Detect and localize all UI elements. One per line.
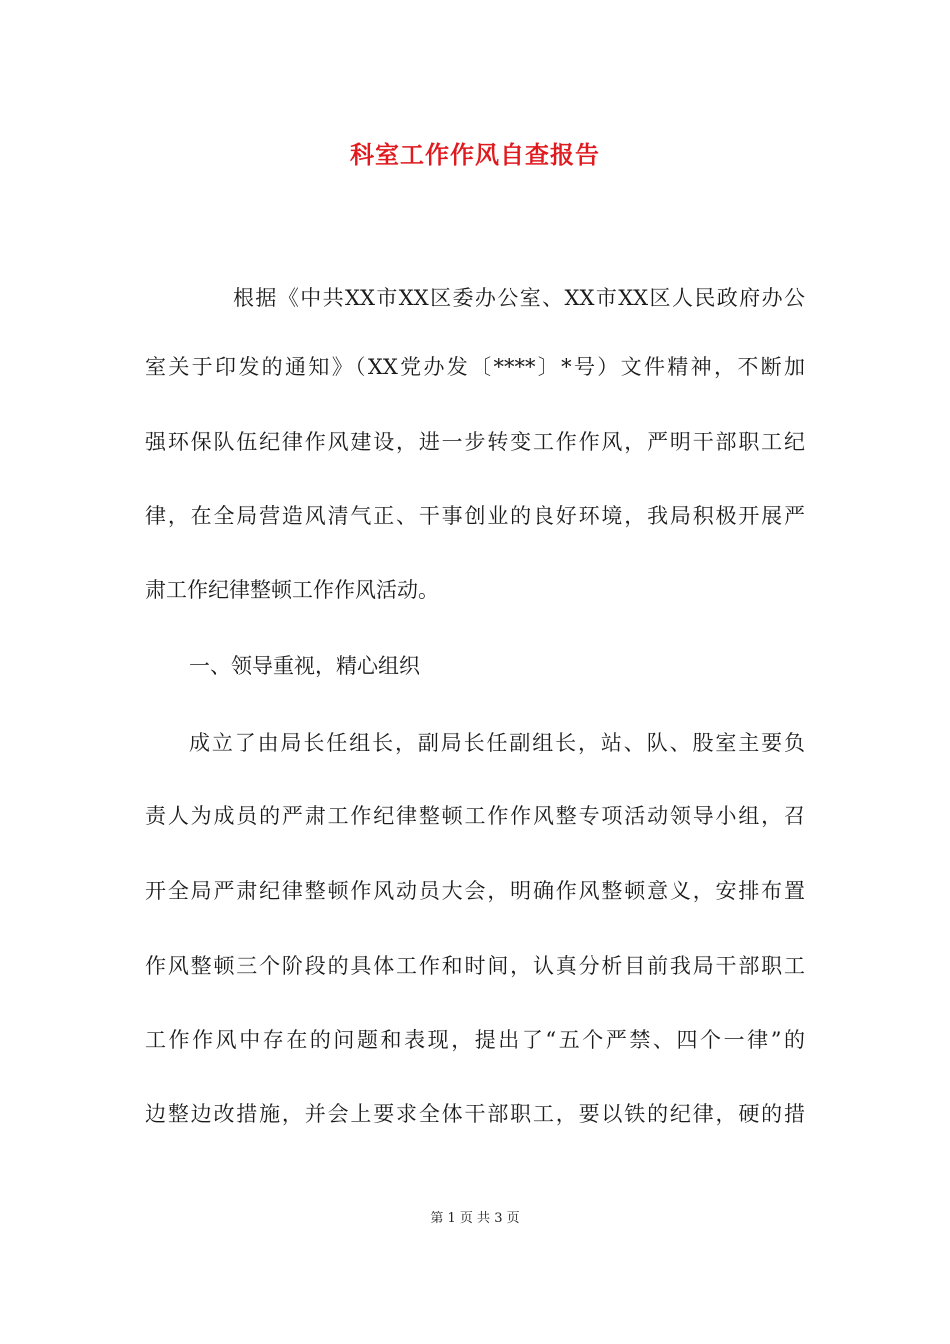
paragraph-line: 成立了由局长任组长，副局长任副组长，站、队、股室主要负: [189, 731, 805, 755]
paragraph-line: 强环保队伍纪律作风建设，进一步转变工作作风，严明干部职工纪: [145, 430, 805, 454]
paragraph-line: 作风整顿三个阶段的具体工作和时间，认真分析目前我局干部职工: [145, 954, 805, 978]
paragraph-line: 工作作风中存在的问题和表现，提出了“五个严禁、四个一律”的: [145, 1028, 805, 1052]
paragraph-line: 边整边改措施，并会上要求全体干部职工，要以铁的纪律，硬的措: [145, 1102, 805, 1126]
paragraph-line: 肃工作纪律整顿工作作风活动。: [145, 578, 439, 602]
paragraph-line: 开全局严肃纪律整顿作风动员大会，明确作风整顿意义，安排布置: [145, 879, 805, 903]
section-heading: 一、领导重视，精心组织: [189, 654, 420, 678]
paragraph-line: 室关于印发的通知》（XX党办发〔****〕*号）文件精神，不断加: [145, 355, 805, 379]
page-number-footer: 第 1 页 共 3 页: [430, 1211, 520, 1226]
document-title: 科室工作作风自查报告: [350, 140, 600, 169]
paragraph-line: 责人为成员的严肃工作纪律整顿工作作风整专项活动领导小组，召: [145, 804, 805, 828]
paragraph-line: 律，在全局营造风清气正、干事创业的良好环境，我局积极开展严: [145, 504, 805, 528]
paragraph-line: 根据《中共XX市XX区委办公室、XX市XX区人民政府办公: [233, 286, 805, 310]
